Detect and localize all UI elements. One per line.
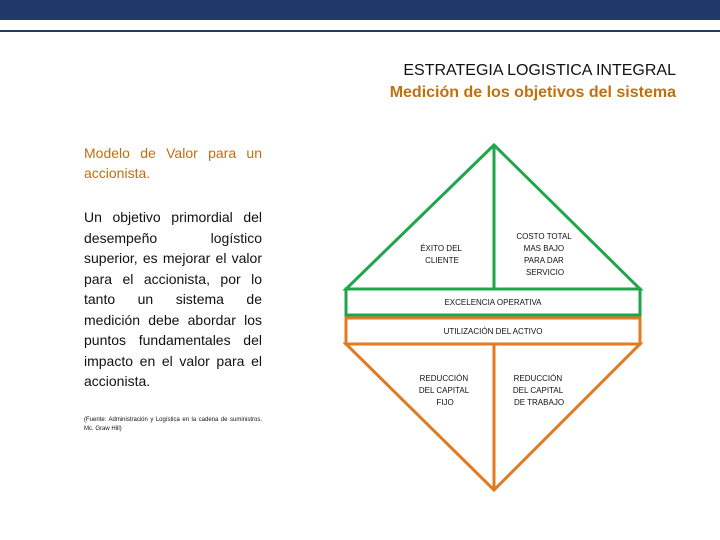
label-capital-fijo: REDUCCIÓN DEL CAPITAL FIJO	[418, 374, 469, 407]
source-citation: (Fuente: Administración y Logística en la cadena de suministros. Mc. Graw Hill)	[84, 416, 262, 432]
label-exito-cliente: ÉXITO DEL CLIENTE	[420, 244, 462, 265]
label-excelencia-operativa: EXCELENCIA OPERATIVA	[444, 298, 542, 307]
label-costo-total: COSTO TOTAL MAS BAJO PARA DAR SERVICIO	[516, 232, 572, 277]
section-heading: Modelo de Valor para un accionista.	[84, 145, 262, 181]
label-capital-trabajo: REDUCCIÓN DEL CAPITAL DE TRABAJO	[512, 374, 565, 407]
page-subtitle: Medición de los objetivos del sistema	[389, 84, 676, 101]
body-paragraph: Un objetivo primordial del desempeño logístico superior, es mejorar el valor para el accionista, por lo tanto un sistema de medición debe abordar los puntos fundamentales del impacto en el valor para el accionista.	[84, 209, 262, 389]
page-title: ESTRATEGIA LOGISTICA INTEGRAL	[403, 62, 676, 79]
label-utilizacion-activo: UTILIZACIÓN DEL ACTIVO	[443, 327, 543, 336]
